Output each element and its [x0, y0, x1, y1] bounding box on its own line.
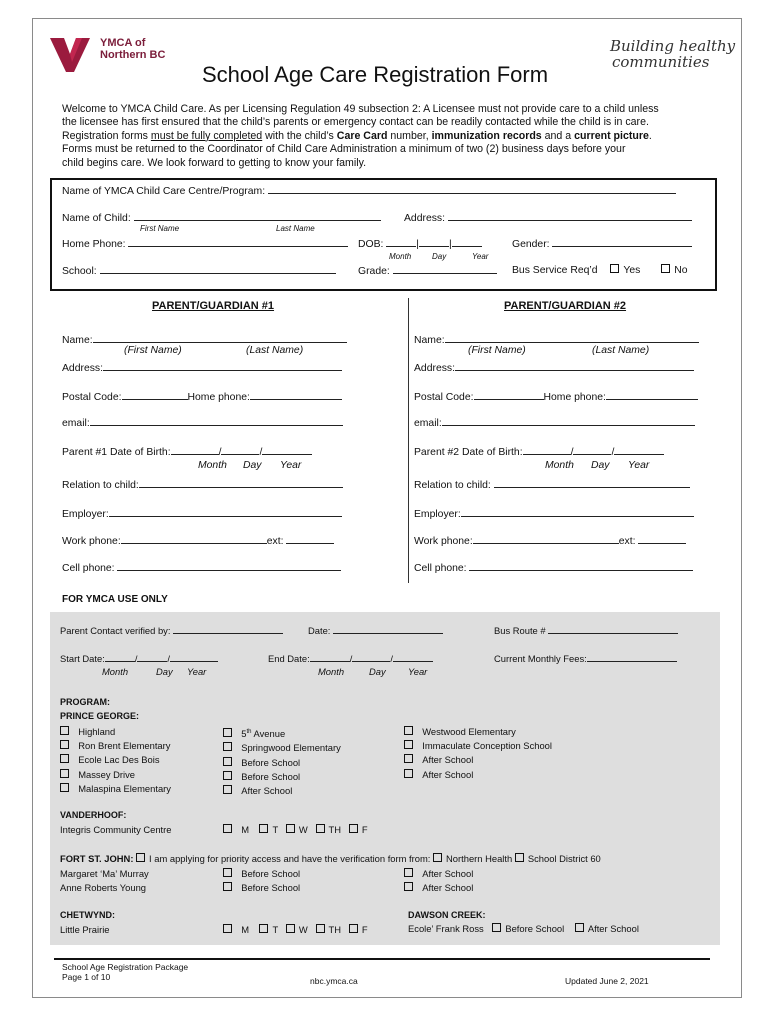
vanderhoof-days: M T W TH F	[223, 824, 368, 835]
parent2-dob-year-hint: Year	[628, 460, 650, 471]
fsj-option[interactable]: Before School	[223, 867, 300, 881]
day-checkbox[interactable]	[316, 924, 325, 933]
program-label: PROGRAM:	[60, 697, 110, 707]
footer-left: School Age Registration Package Page 1 of 10	[62, 962, 189, 982]
parent2-address-field[interactable]: Address:	[414, 361, 694, 375]
vanderhoof-label: VANDERHOOF:	[60, 810, 127, 820]
day-checkbox[interactable]	[286, 824, 295, 833]
footer-rule	[54, 958, 710, 960]
dob-year-hint: Year	[472, 252, 489, 261]
fsj-option[interactable]: After School	[404, 867, 473, 881]
pg-option[interactable]: After School	[223, 784, 341, 798]
child-name-field[interactable]: Name of Child:	[62, 211, 381, 225]
parent1-name-field[interactable]: Name:	[62, 333, 347, 347]
dawson-after-checkbox[interactable]	[575, 923, 584, 932]
northern-health-checkbox[interactable]	[433, 853, 442, 862]
parent1-dob-month-hint: Month	[198, 460, 227, 471]
tagline: Building healthy communities	[610, 37, 736, 71]
child-home-phone-field[interactable]: Home Phone:	[62, 237, 348, 251]
day-checkbox[interactable]	[349, 924, 358, 933]
parent2-first-hint: (First Name)	[468, 345, 526, 356]
fsj-option[interactable]: After School	[404, 881, 473, 895]
pg-column-2	[223, 725, 341, 798]
start-year-hint: Year	[187, 666, 207, 677]
day-checkbox[interactable]	[259, 824, 268, 833]
parent1-last-hint: (Last Name)	[246, 345, 304, 356]
pg-option[interactable]: Before School	[223, 756, 341, 770]
parent1-relation-field[interactable]: Relation to child:	[62, 478, 343, 492]
dawson-creek-row: Ecole’ Frank Ross Before School After School	[408, 923, 639, 934]
start-date-field[interactable]: Start Date: / /	[60, 652, 218, 664]
dawson-before-checkbox[interactable]	[492, 923, 501, 932]
pg-option[interactable]: Ecole Lac Des Bois	[60, 753, 171, 767]
parent2-dob-day-hint: Day	[591, 460, 610, 471]
child-address-field[interactable]: Address:	[404, 211, 692, 225]
day-checkbox[interactable]	[286, 924, 295, 933]
page-title: School Age Care Registration Form	[202, 62, 549, 87]
parent2-email-field[interactable]: email:	[414, 416, 695, 430]
little-prairie-label: Little Prairie	[60, 924, 110, 935]
parent1-employer-field[interactable]: Employer:	[62, 507, 342, 521]
child-dob-field[interactable]: DOB: | |	[358, 237, 482, 251]
dob-day-hint: Day	[432, 252, 447, 261]
priority-access-checkbox[interactable]	[136, 853, 145, 862]
parent1-first-hint: (First Name)	[124, 345, 182, 356]
child-first-name-hint: First Name	[140, 224, 180, 233]
intro-paragraph: Welcome to YMCA Child Care. As per Licensing Regulation 49 subsection 2: A Licensee must not provide care to a child unless the licensee has first ensured that the child’s parents or emergency contact can be readily contacted while the child is in care. Registration forms must be fully completed with the child’s Care Card number, immunization records and a current picture. Forms must be returned to the Coordinator of Child Care Administration a minimum of two (2) business days before your child begins care. We look forward to getting to know your family.	[62, 103, 659, 169]
bus-route-field[interactable]: Bus Route #	[494, 624, 678, 636]
pg-column-1	[60, 725, 171, 796]
bus-service-field: Bus Service Req’d Yes No	[512, 265, 688, 276]
office-use-heading: FOR YMCA USE ONLY	[62, 594, 168, 605]
footer-website: nbc.ymca.ca	[310, 976, 358, 986]
bus-yes-checkbox[interactable]	[610, 264, 619, 273]
sd60-checkbox[interactable]	[515, 853, 524, 862]
parent2-name-field[interactable]: Name:	[414, 333, 699, 347]
pg-option[interactable]: Massey Drive	[60, 768, 171, 782]
day-checkbox[interactable]	[316, 824, 325, 833]
footer-updated: Updated June 2, 2021	[565, 976, 649, 986]
dob-month-hint: Month	[389, 252, 412, 261]
parent1-email-field[interactable]: email:	[62, 416, 343, 430]
centre-field[interactable]: Name of YMCA Child Care Centre/Program:	[62, 184, 676, 198]
pg-option[interactable]: Westwood Elementary	[404, 725, 552, 739]
pg-option[interactable]: Malaspina Elementary	[60, 782, 171, 796]
start-month-hint: Month	[102, 666, 129, 677]
prince-george-label: PRINCE GEORGE:	[60, 711, 140, 721]
fsj-col-2	[223, 867, 300, 895]
dawson-creek-label: DAWSON CREEK:	[408, 910, 486, 920]
parent1-cell-field[interactable]: Cell phone:	[62, 561, 341, 575]
monthly-fees-field[interactable]: Current Monthly Fees:	[494, 652, 677, 664]
day-checkbox[interactable]	[259, 924, 268, 933]
end-month-hint: Month	[318, 666, 345, 677]
parent2-dob-field[interactable]: Parent #2 Date of Birth: / /	[414, 445, 664, 459]
chetwynd-label: CHETWYND:	[60, 910, 115, 920]
verified-date-field[interactable]: Date:	[308, 624, 443, 636]
fsj-option[interactable]: Before School	[223, 881, 300, 895]
pg-option[interactable]: Ron Brent Elementary	[60, 739, 171, 753]
start-day-hint: Day	[156, 666, 173, 677]
org-name: YMCA of Northern BC	[100, 37, 166, 61]
end-date-field[interactable]: End Date: / /	[268, 652, 433, 664]
child-last-name-hint: Last Name	[276, 224, 315, 233]
ymca-logo-icon	[48, 36, 92, 78]
pg-option[interactable]: After School	[404, 753, 552, 767]
pg-option[interactable]: Springwood Elementary	[223, 741, 341, 755]
parent2-last-hint: (Last Name)	[592, 345, 650, 356]
parent2-postal-field[interactable]: Postal Code: Home phone:	[414, 390, 698, 404]
parent1-work-phone-field[interactable]: Work phone: ext:	[62, 534, 334, 548]
chetwynd-days: M T W TH F	[223, 924, 368, 935]
child-gender-field[interactable]: Gender:	[512, 237, 692, 251]
pg-column-3	[404, 725, 552, 782]
fsj-schools: Margaret ‘Ma’ Murray Anne Roberts Young	[60, 868, 149, 893]
pg-option[interactable]: After School	[404, 768, 552, 782]
fsj-col-3	[404, 867, 473, 895]
parent2-cell-field[interactable]: Cell phone:	[414, 561, 693, 575]
parent1-postal-field[interactable]: Postal Code: Home phone:	[62, 390, 342, 404]
column-divider	[408, 298, 409, 583]
parent2-relation-field[interactable]: Relation to child:	[414, 478, 690, 492]
pg-option[interactable]: Highland	[60, 725, 171, 739]
integris-label: Integris Community Centre	[60, 824, 172, 835]
parent1-dob-year-hint: Year	[280, 460, 302, 471]
parent2-heading: PARENT/GUARDIAN #2	[504, 300, 627, 312]
day-checkbox[interactable]	[223, 824, 232, 833]
day-checkbox[interactable]	[349, 824, 358, 833]
bus-no-checkbox[interactable]	[661, 264, 670, 273]
fort-st-john-row: FORT ST. JOHN: I am applying for priority access and have the verification form from: Northern Health School District 60	[60, 853, 601, 864]
parent1-dob-field[interactable]: Parent #1 Date of Birth: / /	[62, 445, 312, 459]
child-grade-field[interactable]: Grade:	[358, 264, 497, 278]
parent2-dob-month-hint: Month	[545, 460, 574, 471]
pg-option[interactable]: Immaculate Conception School	[404, 739, 552, 753]
parent1-dob-day-hint: Day	[243, 460, 262, 471]
day-checkbox[interactable]	[223, 924, 232, 933]
parent2-employer-field[interactable]: Employer:	[414, 507, 694, 521]
child-school-field[interactable]: School:	[62, 264, 336, 278]
parent2-work-phone-field[interactable]: Work phone: ext:	[414, 534, 686, 548]
pg-option[interactable]: Before School	[223, 770, 341, 784]
parent1-address-field[interactable]: Address:	[62, 361, 342, 375]
end-year-hint: Year	[408, 666, 428, 677]
pg-option[interactable]: 5th Avenue	[223, 725, 341, 741]
parent1-heading: PARENT/GUARDIAN #1	[152, 300, 275, 312]
end-day-hint: Day	[369, 666, 386, 677]
verified-by-field[interactable]: Parent Contact verified by:	[60, 624, 283, 636]
